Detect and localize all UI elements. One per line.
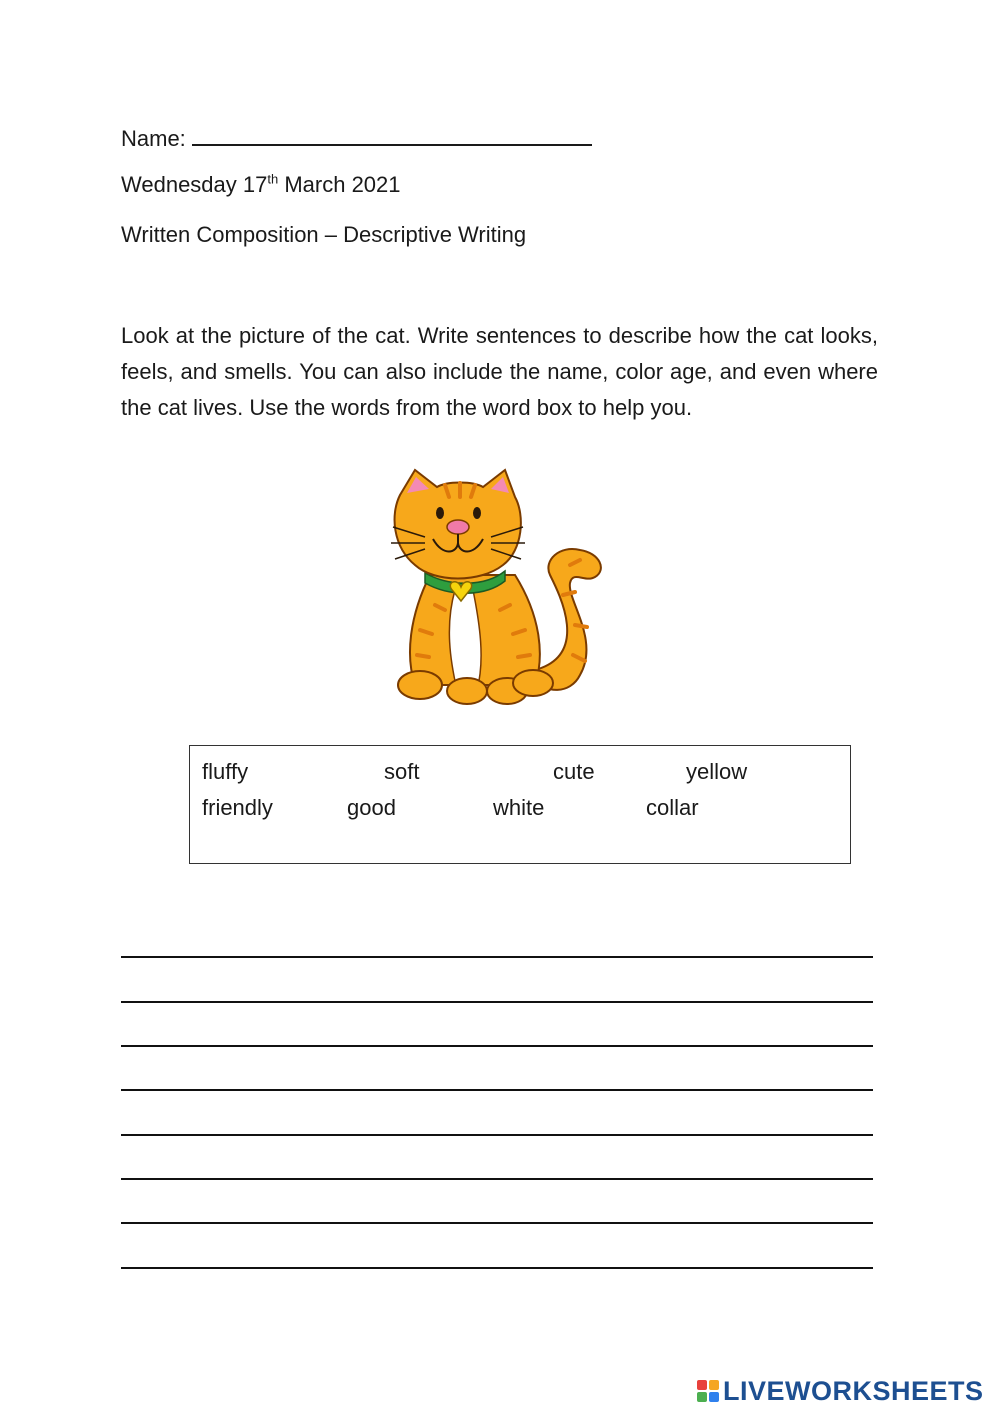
logo-square-red bbox=[697, 1380, 707, 1390]
word-friendly: friendly bbox=[202, 795, 273, 820]
writing-line-4[interactable] bbox=[121, 1089, 873, 1091]
date-day: Wednesday 17 bbox=[121, 172, 268, 197]
liveworksheets-logo[interactable] bbox=[697, 1376, 984, 1406]
word-cute: cute bbox=[553, 759, 595, 784]
logo-text: LIVEWORKSHEETS bbox=[723, 1375, 984, 1406]
word-fluffy: fluffy bbox=[202, 759, 249, 784]
writing-line-2[interactable] bbox=[121, 1001, 873, 1003]
instructions-text: Look at the picture of the cat. Write sentences to describe how the cat looks, feels, and smells. You can also include the name, color age, and even where the cat lives. Use the words from the word box to help you. bbox=[121, 323, 878, 420]
word-white: white bbox=[493, 795, 545, 820]
logo-square-blue bbox=[709, 1392, 719, 1402]
date-suffix: th bbox=[267, 171, 279, 187]
writing-line-1[interactable] bbox=[121, 956, 873, 958]
date-line bbox=[121, 172, 401, 198]
name-field-line bbox=[121, 124, 592, 152]
date-rest: March 2021 bbox=[278, 172, 401, 197]
writing-line-8[interactable] bbox=[121, 1267, 873, 1269]
name-label: Name: bbox=[121, 126, 186, 151]
name-blank[interactable] bbox=[192, 124, 592, 146]
word-box bbox=[189, 745, 851, 864]
logo-mark-icon bbox=[697, 1380, 719, 1402]
cat-illustration bbox=[385, 465, 610, 715]
writing-line-6[interactable] bbox=[121, 1178, 873, 1180]
word-soft: soft bbox=[384, 759, 420, 784]
word-good: good bbox=[347, 795, 396, 820]
logo-square-green bbox=[697, 1392, 707, 1402]
word-yellow: yellow bbox=[686, 759, 748, 784]
writing-line-5[interactable] bbox=[121, 1134, 873, 1136]
worksheet-title: Written Composition – Descriptive Writing bbox=[121, 222, 527, 247]
logo-square-orange bbox=[709, 1380, 719, 1390]
writing-line-7[interactable] bbox=[121, 1222, 873, 1224]
word-collar: collar bbox=[646, 795, 699, 820]
writing-line-3[interactable] bbox=[121, 1045, 873, 1047]
